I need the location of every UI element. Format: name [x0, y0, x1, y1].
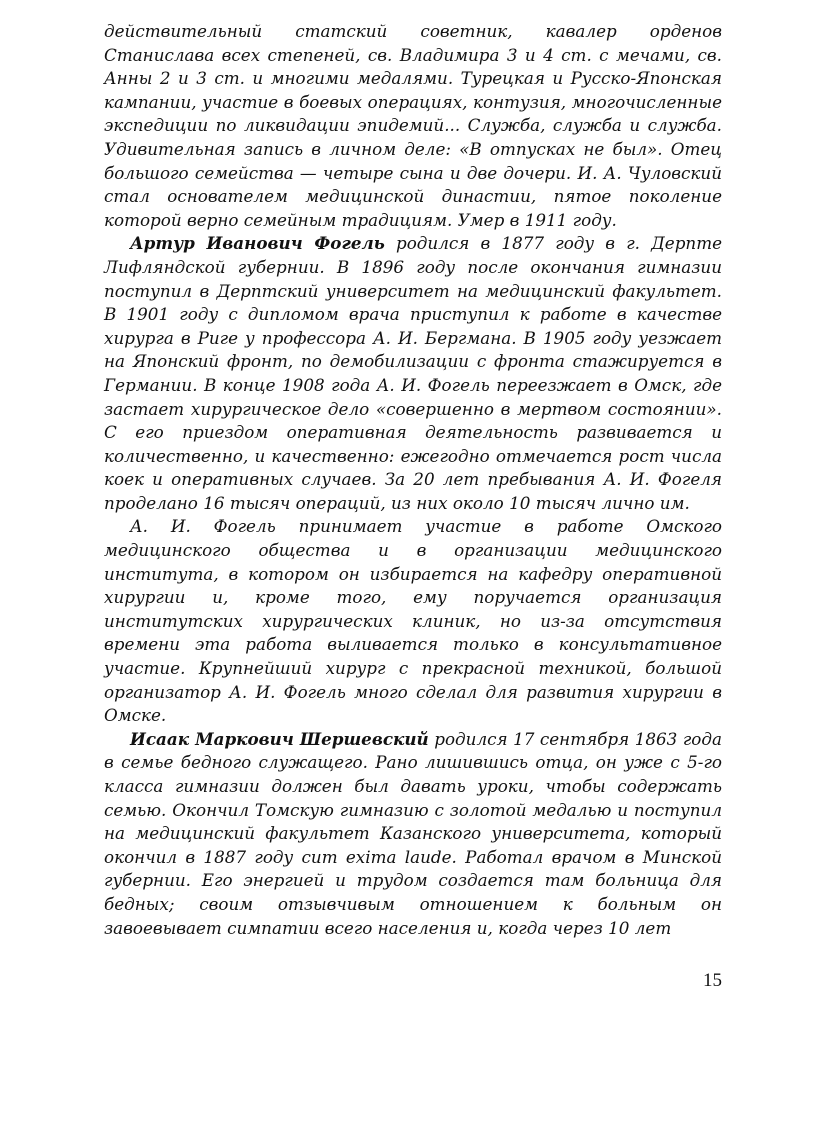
paragraph-2	[104, 232, 722, 515]
paragraph-3	[104, 515, 722, 727]
paragraph-3-text: А. И. Фогель принимает участие в работе Омского медицинского общества и в организации медицинского института, в котором он избирается на кафедру оперативной хирургии и, кроме того, ему поручается организация институтских хирургических клиник, но из-за отсутствия времени эта работа выливается только в консультативное участие. Крупнейший хирург с прекрасной техникой, большой организатор А. И. Фогель много сделал для развития хирургии в Омске.	[104, 516, 722, 726]
paragraph-4	[104, 728, 722, 940]
paragraph-1-text: действительный статский советник, кавалер орденов Станислава всех степеней, св. Владимира 3 и 4 ст. с мечами, св. Анны 2 и 3 ст. и многими медалями. Турецкая и Русско-Японская кампании, участие в боевых операциях, контузия, многочисленные экспедиции по ликвидации эпидемий... Служба, служба и служба. Удивительная запись в личном деле: «В отпусках не был». Отец большого семейства — четыре сына и две дочери. И. А. Чуловский стал основателем медицинской династии, пятое поколение которой верно семейным традициям. Умер в 1911 году.	[104, 21, 722, 230]
person-name-fogel: Артур Иванович Фогель	[130, 233, 385, 254]
person-name-shershevsky: Исаак Маркович Шершевский	[130, 728, 429, 749]
paragraph-4-text: родился 17 сентября 1863 года в семье бедного служащего. Рано лишившись отца, он уже с 5-го класса гимназии должен был давать уроки, чтобы содержать семью. Окончил Томскую гимназию с золотой медалью и поступил на медицинский факультет Казанского университета, который окончил в 1887 году сит exima laude. Работал врачом в Минской губернии. Его энергией и трудом создается там больница для бедных; своим отзывчивым отношением к больным он завоевывает симпатии всего населения и, когда через 10 лет	[104, 728, 722, 938]
page-text	[104, 20, 722, 940]
paragraph-1	[104, 20, 722, 232]
paragraph-2-text: родился в 1877 году в г. Дерпте Лифляндской губернии. В 1896 году после окончания гимназии поступил в Дерптский университет на медицинский факультет. В 1901 году с дипломом врача приступил к работе в качестве хирурга в Риге у профессора А. И. Бергмана. В 1905 году уезжает на Японский фронт, по демобилизации с фронта стажируется в Германии. В конце 1908 года А. И. Фогель переезжает в Омск, где застает хирургическое дело «совершенно в мертвом состоянии». С его приездом оперативная деятельность развивается и количественно, и качественно: ежегодно отмечается рост числа коек и оперативных случаев. За 20 лет пребывания А. И. Фогеля проделано 16 тысяч операций, из них около 10 тысяч лично им.	[104, 233, 722, 513]
page-number: 15	[703, 970, 722, 991]
